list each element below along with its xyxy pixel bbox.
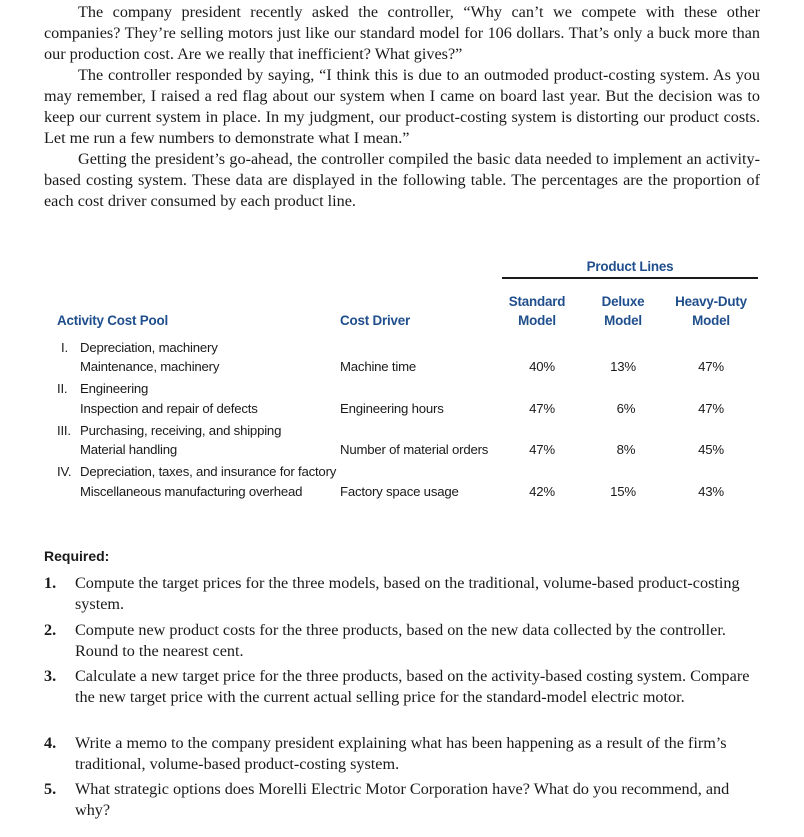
row-2-driver: Engineering hours <box>340 401 444 416</box>
paragraph-1 <box>44 2 760 65</box>
required-item-3-number: 3. <box>44 667 57 685</box>
row-1-heavy: 47% <box>698 359 724 374</box>
paragraph-3 <box>44 149 760 212</box>
product-lines-rule <box>502 277 758 279</box>
row-4-numeral: IV. <box>57 464 72 479</box>
required-item-2-text: Compute new product costs for the three products, based on the new data collected by the controller. Round to the nearest cent. <box>75 621 726 660</box>
row-2-pool-line2: Inspection and repair of defects <box>80 401 258 416</box>
product-lines-header: Product Lines <box>586 259 674 274</box>
required-item-2-number: 2. <box>44 621 57 639</box>
required-item-3-text: Calculate a new target price for the three products, based on the activity-based costing system. Compare the new target price with the current actual selling price for the standard-model electric motor. <box>75 667 750 706</box>
row-4-pool-line2: Miscellaneous manufacturing overhead <box>80 484 303 499</box>
cost-driver-header: Cost Driver <box>340 313 410 328</box>
row-3-numeral: III. <box>57 423 71 438</box>
row-4-standard: 42% <box>529 484 555 499</box>
required-item-4-text: Write a memo to the company president explaining what has been happening as a result of the firm’s traditional, volume-based product-costing system. <box>75 734 727 773</box>
heavy-duty-model-header-line1: Heavy-Duty <box>675 294 747 309</box>
row-2-numeral: II. <box>57 381 68 396</box>
row-2-deluxe: 6% <box>616 401 636 416</box>
row-4-heavy: 43% <box>698 484 724 499</box>
row-4-deluxe: 15% <box>610 484 636 499</box>
row-3-standard: 47% <box>529 442 555 457</box>
required-item-5-text: What strategic options does Morelli Electric Motor Corporation have? What do you recommend, and why? <box>75 780 730 819</box>
row-1-pool-line1: Depreciation, machinery <box>80 340 218 355</box>
row-1-driver: Machine time <box>340 359 417 374</box>
row-1-deluxe: 13% <box>610 359 636 374</box>
row-2-pool-line1: Engineering <box>80 381 149 396</box>
paragraph-3-text: Getting the president’s go-ahead, the controller compiled the basic data needed to implement an activity-based costing system. These data are displayed in the following table. The percentages are the proportion of each cost driver consumed by each product line. <box>44 150 760 210</box>
required-heading: Required: <box>44 548 110 564</box>
activity-cost-pool-header: Activity Cost Pool <box>57 313 168 328</box>
required-item-1-number: 1. <box>44 574 57 592</box>
paragraph-2-text: The controller responded by saying, “I think this is due to an outmoded product-costing system. As you may remember, I raised a red flag about our system when I came on board last year. But the decision was to keep our current system in place. In my judgment, our product-costing system is distorting our product costs. Let me run a few numbers to demonstrate what I mean.” <box>44 66 760 147</box>
required-item-5-number: 5. <box>44 780 57 798</box>
heavy-duty-model-header-line2: Model <box>692 313 730 328</box>
paragraph-1-text: The company president recently asked the controller, “Why can’t we compete with these other companies? They’re selling motors just like our standard model for 106 dollars. That’s only a buck more than our production cost. Are we really that inefficient? What gives?” <box>44 3 760 63</box>
standard-model-header-line1: Standard <box>508 294 566 309</box>
row-4-driver: Factory space usage <box>340 484 459 499</box>
row-1-standard: 40% <box>529 359 555 374</box>
deluxe-model-header-line2: Model <box>604 313 642 328</box>
row-1-numeral: I. <box>61 340 68 355</box>
row-2-standard: 47% <box>529 401 555 416</box>
row-1-pool-line2: Maintenance, machinery <box>80 359 220 374</box>
row-2-heavy: 47% <box>698 401 724 416</box>
row-4-pool-line1: Depreciation, taxes, and insurance for factory <box>80 464 337 479</box>
row-3-deluxe: 8% <box>616 442 636 457</box>
required-item-1-text: Compute the target prices for the three models, based on the traditional, volume-based product-costing system. <box>75 574 740 613</box>
standard-model-header-line2: Model <box>518 313 556 328</box>
row-3-pool-line2: Material handling <box>80 442 178 457</box>
row-3-heavy: 45% <box>698 442 724 457</box>
deluxe-model-header-line1: Deluxe <box>601 294 645 309</box>
row-3-driver: Number of material orders <box>340 442 489 457</box>
paragraph-2 <box>44 65 760 149</box>
row-3-pool-line1: Purchasing, receiving, and shipping <box>80 423 282 438</box>
required-item-4-number: 4. <box>44 734 57 752</box>
